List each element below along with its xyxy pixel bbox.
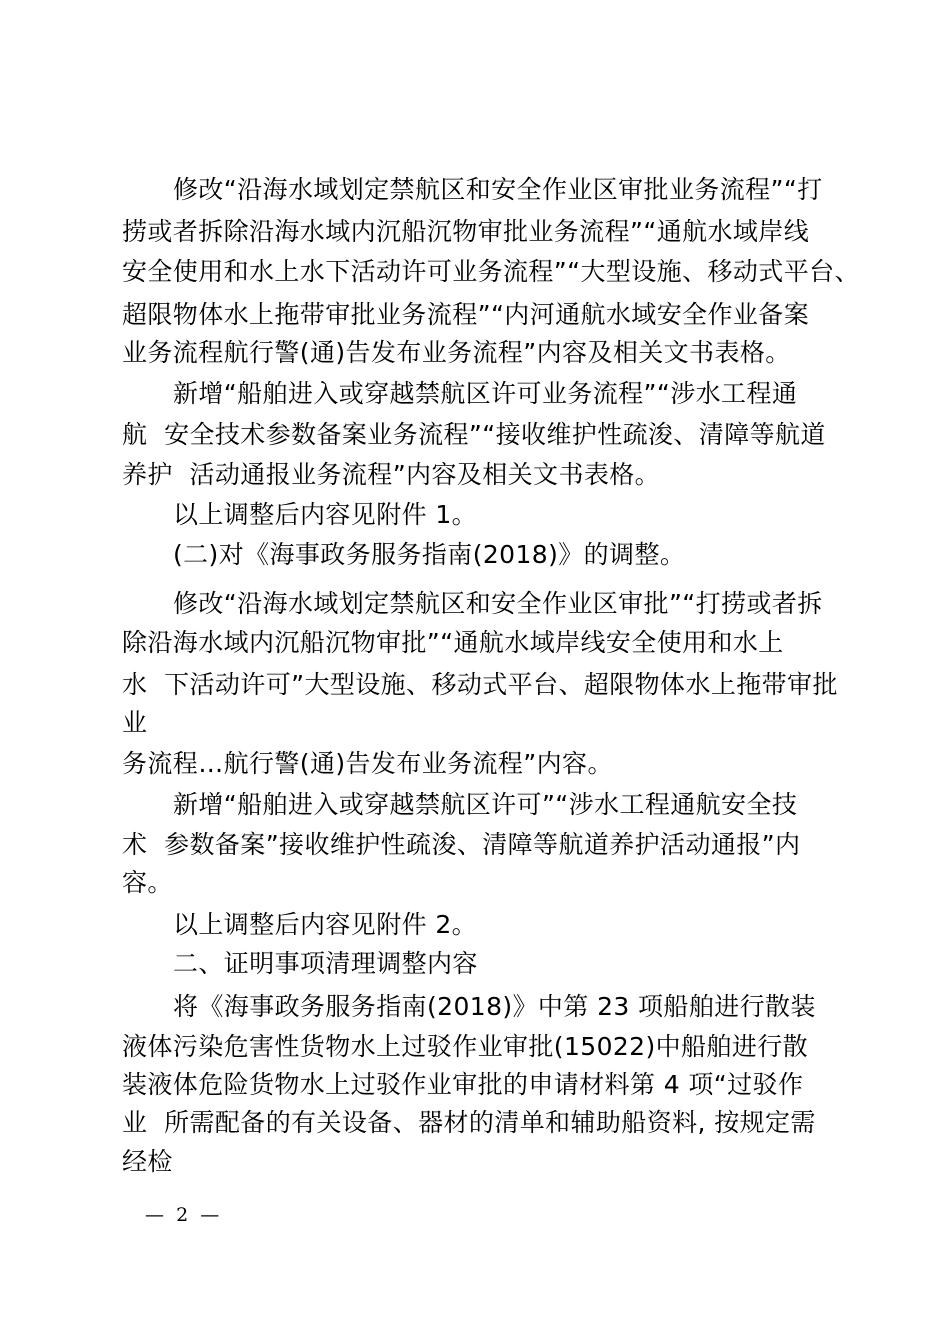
text-line-17: 术 参数备案”接收维护性疏浚、清障等航道养护活动通报”内 [122,830,801,859]
page-number: — 2 — [145,1204,220,1226]
text-line-7: 航 安全技术参数备案业务流程”“接收维护性疏浚、清障等航道 [122,420,826,449]
text-line-6: 新增“船舶进入或穿越禁航区许可业务流程”“涉水工程通 [173,379,798,408]
text-line-20: 二、证明事项清理调整内容 [173,949,478,978]
text-line-11: 修改“沿海水域划定禁航区和安全作业区审批”“打捞或者拆 [173,589,823,618]
text-line-10: (二)对《海事政务服务指南(2018)》的调整。 [173,540,686,569]
text-line-12: 除沿海水域内沉船沉物审批”“通航水域岸线安全使用和水上 [122,628,784,657]
text-line-25: 经检 [122,1147,173,1176]
text-line-22: 液体污染危害性货物水上过驳作业审批(15022)中船舶进行散 [122,1032,809,1061]
text-line-2: 捞或者拆除沿海水域内沉船沉物审批业务流程”“通航水域岸线 [122,217,810,246]
text-line-13: 水 下活动许可”大型设施、移动式平台、超限物体水上拖带审批 [122,670,838,699]
text-line-9: 以上调整后内容见附件 1。 [173,500,478,529]
text-line-5: 业务流程航行警(通)告发布业务流程”内容及相关文书表格。 [122,338,791,367]
text-line-3: 安全使用和水上水下活动许可业务流程”“大型设施、移动式平台、 [122,257,860,286]
text-line-1: 修改“沿海水域划定禁航区和安全作业区审批业务流程”“打 [173,175,823,204]
text-line-18: 容。 [122,868,173,897]
text-line-8: 养护 活动通报业务流程”内容及相关文书表格。 [122,460,661,489]
text-line-16: 新增“船舶进入或穿越禁航区许可”“涉水工程通航安全技 [173,790,798,819]
text-line-19: 以上调整后内容见附件 2。 [173,910,478,939]
text-line-4: 超限物体水上拖带审批业务流程”“内河通航水域安全作业备案 [122,300,810,329]
text-line-21: 将《海事政务服务指南(2018)》中第 23 项船舶进行散装 [173,992,816,1021]
text-line-15: 务流程…航行警(通)告发布业务流程”内容。 [122,749,613,778]
text-line-23: 装液体危险货物水上过驳作业审批的申请材料第 4 项“过驳作 [122,1070,804,1099]
text-line-14: 业 [122,708,148,737]
text-line-24: 业 所需配备的有关设备、器材的清单和辅助船资料, 按规定需 [122,1108,816,1137]
